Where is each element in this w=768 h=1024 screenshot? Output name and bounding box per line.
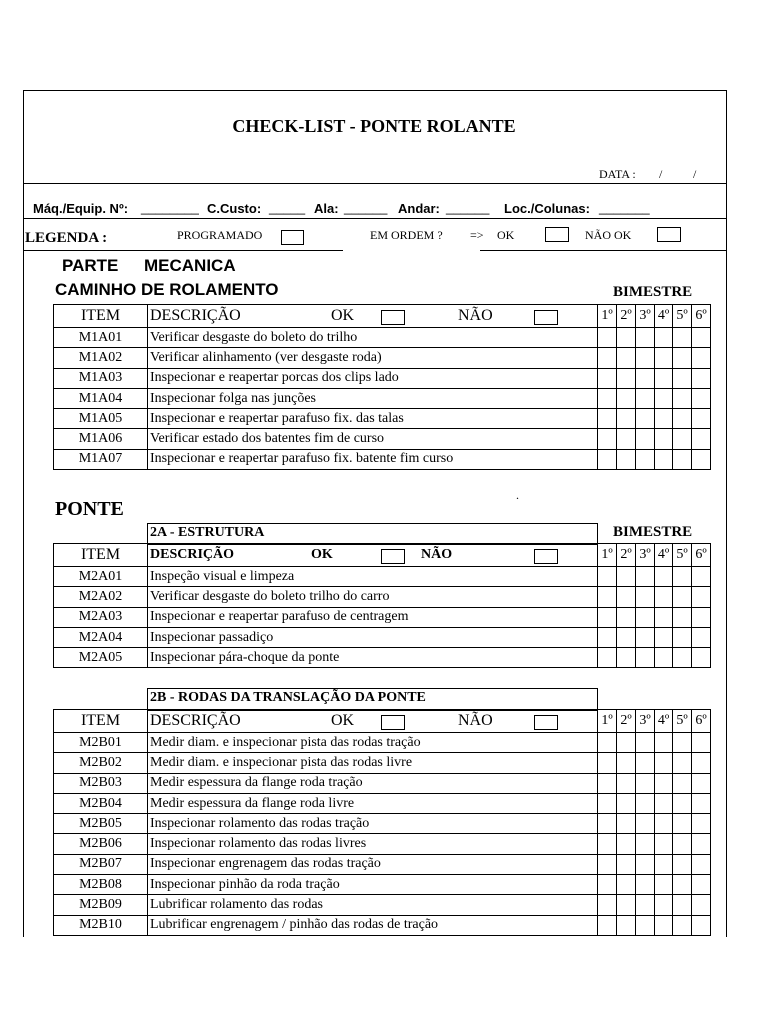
item-description: Inspecionar e reapertar parafuso fix. das talas (148, 409, 598, 429)
ok-checkbox[interactable] (381, 310, 405, 325)
bimestre-2-cell[interactable] (617, 409, 636, 429)
bimestre-5: 5º (673, 710, 692, 733)
bimestre-2-cell[interactable] (617, 328, 636, 348)
legend-em-ordem: EM ORDEM ? (370, 228, 443, 242)
table-row (54, 388, 711, 408)
bimestre-3-cell[interactable] (636, 409, 655, 429)
item-code: M2B03 (54, 773, 148, 793)
legend-arrow: => (470, 228, 484, 242)
bimestre-1-cell[interactable] (598, 895, 617, 915)
bimestre-2-cell[interactable] (617, 587, 636, 607)
table-row (54, 607, 711, 627)
bimestre-2-cell[interactable] (617, 429, 636, 449)
bimestre-4-cell[interactable] (655, 607, 673, 627)
ok-checkbox[interactable] (381, 715, 405, 730)
table-row (54, 773, 711, 793)
bimestre-4-cell[interactable] (655, 388, 673, 408)
bimestre-5-cell[interactable] (673, 429, 692, 449)
bimestre-3: 3º (636, 544, 655, 567)
bimestre-1-cell[interactable] (598, 854, 617, 874)
table-row (54, 567, 711, 587)
bimestre-5-cell[interactable] (673, 348, 692, 368)
table-row (54, 854, 711, 874)
column-header-descricao (148, 710, 598, 733)
item-description: Inspecionar pinhão da roda tração (148, 875, 598, 895)
item-code: M2A05 (54, 648, 148, 668)
bimestre-1-cell[interactable] (598, 328, 617, 348)
item-code: M2B06 (54, 834, 148, 854)
bimestre-2-cell[interactable] (617, 368, 636, 388)
bimestre-3-cell[interactable] (636, 388, 655, 408)
item-description: Lubrificar rolamento das rodas (148, 895, 598, 915)
bimestre-5-cell[interactable] (673, 388, 692, 408)
table-row (54, 895, 711, 915)
ok-label: OK (311, 547, 333, 562)
bimestre-3-cell[interactable] (636, 773, 655, 793)
bimestre-6-cell[interactable] (692, 854, 711, 874)
bimestre-1-cell[interactable] (598, 607, 617, 627)
bimestre-6-cell[interactable] (692, 449, 711, 469)
bimestre-5-cell[interactable] (673, 648, 692, 668)
bimestre-2-cell[interactable] (617, 793, 636, 813)
item-code: M2B07 (54, 854, 148, 874)
bimestre-label: BIMESTRE (613, 524, 693, 540)
nao-checkbox[interactable] (534, 715, 558, 730)
table-row (54, 328, 711, 348)
bimestre-6-cell[interactable] (692, 648, 711, 668)
bimestre-2-cell[interactable] (617, 348, 636, 368)
bimestre-1-cell[interactable] (598, 368, 617, 388)
item-code: M2A02 (54, 587, 148, 607)
ok-label: OK (331, 307, 355, 324)
bimestre-3-cell[interactable] (636, 834, 655, 854)
bimestre-5: 5º (673, 544, 692, 567)
bimestre-5-cell[interactable] (673, 328, 692, 348)
bimestre-1-cell[interactable] (598, 814, 617, 834)
bimestre-3-cell[interactable] (636, 793, 655, 813)
table-row (54, 587, 711, 607)
bimestre-4-cell[interactable] (655, 875, 673, 895)
column-header-item: ITEM (54, 305, 148, 328)
item-code: M1A01 (54, 328, 148, 348)
item-description: Inspeção visual e limpeza (148, 567, 598, 587)
bimestre-4-cell[interactable] (655, 648, 673, 668)
bimestre-4-cell[interactable] (655, 409, 673, 429)
bimestre-5-cell[interactable] (673, 773, 692, 793)
bimestre-1-cell[interactable] (598, 875, 617, 895)
descricao-label: DESCRIÇÃO (150, 307, 241, 324)
legend-ok: OK (497, 228, 515, 242)
bimestre-2: 2º (617, 305, 636, 328)
item-code: M1A04 (54, 388, 148, 408)
divider (23, 183, 726, 184)
ok-checkbox[interactable] (381, 549, 405, 564)
bimestre-6-cell[interactable] (692, 587, 711, 607)
section-2b-title: 2B - RODAS DA TRANSLAÇÃO DA PONTE (147, 688, 598, 711)
nao-label: NÃO (421, 547, 453, 562)
bimestre-3-cell[interactable] (636, 875, 655, 895)
bimestre-3-cell[interactable] (636, 368, 655, 388)
table-caminho (53, 304, 711, 470)
bimestre-6-cell[interactable] (692, 348, 711, 368)
page-title: CHECK-LIST - PONTE ROLANTE (232, 116, 516, 136)
bimestre-1: 1º (598, 544, 617, 567)
bimestre-2-cell[interactable] (617, 648, 636, 668)
bimestre-6-cell[interactable] (692, 895, 711, 915)
bimestre-6-cell[interactable] (692, 429, 711, 449)
section-title-ponte: PONTE (55, 498, 124, 520)
ok-label: OK (331, 712, 355, 729)
bimestre-5: 5º (673, 305, 692, 328)
item-description: Inspecionar e reapertar parafuso de centragem (148, 607, 598, 627)
table-estrutura (53, 543, 711, 668)
bimestre-2-cell[interactable] (617, 388, 636, 408)
bimestre-6-cell[interactable] (692, 627, 711, 647)
bimestre-6-cell[interactable] (692, 328, 711, 348)
nao-checkbox[interactable] (534, 549, 558, 564)
bimestre-2-cell[interactable] (617, 854, 636, 874)
bimestre-4-cell[interactable] (655, 834, 673, 854)
bimestre-6-cell[interactable] (692, 793, 711, 813)
equipment-field[interactable]: ________ (141, 200, 199, 215)
bimestre-5-cell[interactable] (673, 607, 692, 627)
bimestre-3: 3º (636, 710, 655, 733)
item-description: Medir espessura da flange roda livre (148, 793, 598, 813)
item-description: Inspecionar passadiço (148, 627, 598, 647)
bimestre-3-cell[interactable] (636, 627, 655, 647)
bimestre-1-cell[interactable] (598, 348, 617, 368)
bimestre-3-cell[interactable] (636, 429, 655, 449)
bimestre-4-cell[interactable] (655, 793, 673, 813)
descricao-label: DESCRIÇÃO (150, 712, 241, 729)
bimestre-1-cell[interactable] (598, 429, 617, 449)
bimestre-6-cell[interactable] (692, 368, 711, 388)
item-code: M2A03 (54, 607, 148, 627)
bimestre-6-cell[interactable] (692, 875, 711, 895)
legend-ok-box (545, 227, 569, 242)
table-row (54, 915, 711, 935)
column-header-descricao (148, 305, 598, 328)
bimestre-3: 3º (636, 305, 655, 328)
item-description: Medir diam. e inspecionar pista das rodas livre (148, 753, 598, 773)
bimestre-4-cell[interactable] (655, 814, 673, 834)
bimestre-1-cell[interactable] (598, 627, 617, 647)
bimestre-1-cell[interactable] (598, 409, 617, 429)
item-code: M1A07 (54, 449, 148, 469)
table-row (54, 409, 711, 429)
bimestre-1: 1º (598, 710, 617, 733)
table-row (54, 348, 711, 368)
bimestre-2-cell[interactable] (617, 773, 636, 793)
bimestre-4-cell[interactable] (655, 429, 673, 449)
bimestre-2-cell[interactable] (617, 733, 636, 753)
item-description: Lubrificar engrenagem / pinhão das rodas de tração (148, 915, 598, 935)
bimestre-6-cell[interactable] (692, 915, 711, 935)
item-description: Inspecionar engrenagem das rodas tração (148, 854, 598, 874)
bimestre-6-cell[interactable] (692, 834, 711, 854)
bimestre-3-cell[interactable] (636, 733, 655, 753)
bimestre-3-cell[interactable] (636, 607, 655, 627)
divider (23, 250, 343, 251)
bimestre-1-cell[interactable] (598, 587, 617, 607)
bimestre-6-cell[interactable] (692, 814, 711, 834)
table-row (54, 834, 711, 854)
bimestre-6-cell[interactable] (692, 607, 711, 627)
item-code: M2B09 (54, 895, 148, 915)
table-row (54, 814, 711, 834)
table-row (54, 449, 711, 469)
bimestre-1: 1º (598, 305, 617, 328)
cost-center-label: C.Custo: (207, 201, 262, 216)
cost-center-field[interactable]: _____ (269, 200, 306, 215)
table-row (54, 429, 711, 449)
stray-dot: . (516, 488, 519, 502)
bimestre-2-cell[interactable] (617, 753, 636, 773)
bimestre-1-cell[interactable] (598, 793, 617, 813)
table-row (54, 648, 711, 668)
bimestre-5-cell[interactable] (673, 753, 692, 773)
bimestre-4: 4º (655, 305, 673, 328)
bimestre-1-cell[interactable] (598, 648, 617, 668)
bimestre-6-cell[interactable] (692, 567, 711, 587)
table-row (54, 368, 711, 388)
bimestre-1-cell[interactable] (598, 753, 617, 773)
date-slash-1: / (659, 167, 663, 181)
bimestre-5-cell[interactable] (673, 915, 692, 935)
bimestre-2-cell[interactable] (617, 834, 636, 854)
bimestre-6: 6º (692, 710, 711, 733)
bimestre-4-cell[interactable] (655, 587, 673, 607)
bimestre-1-cell[interactable] (598, 388, 617, 408)
bimestre-5-cell[interactable] (673, 814, 692, 834)
bimestre-4-cell[interactable] (655, 915, 673, 935)
bimestre-3-cell[interactable] (636, 449, 655, 469)
bimestre-4-cell[interactable] (655, 854, 673, 874)
bimestre-4: 4º (655, 710, 673, 733)
bimestre-3-cell[interactable] (636, 348, 655, 368)
bimestre-6: 6º (692, 305, 711, 328)
bimestre-1-cell[interactable] (598, 773, 617, 793)
item-description: Medir espessura da flange roda tração (148, 773, 598, 793)
bimestre-3-cell[interactable] (636, 587, 655, 607)
bimestre-1-cell[interactable] (598, 834, 617, 854)
bimestre-3-cell[interactable] (636, 915, 655, 935)
legend-nao-ok: NÃO OK (585, 228, 632, 242)
bimestre-4-cell[interactable] (655, 328, 673, 348)
bimestre-4-cell[interactable] (655, 567, 673, 587)
item-code: M2A04 (54, 627, 148, 647)
item-description: Verificar desgaste do boleto do trilho (148, 328, 598, 348)
bimestre-6-cell[interactable] (692, 409, 711, 429)
legend-label: LEGENDA : (25, 230, 108, 246)
descricao-label: DESCRIÇÃO (150, 547, 235, 562)
bimestre-2: 2º (617, 544, 636, 567)
item-description: Verificar estado dos batentes fim de curso (148, 429, 598, 449)
andar-label: Andar: (398, 201, 440, 216)
bimestre-5-cell[interactable] (673, 733, 692, 753)
date-slash-2: / (693, 167, 697, 181)
bimestre-6-cell[interactable] (692, 388, 711, 408)
column-header-item: ITEM (54, 544, 148, 567)
location-field[interactable]: _______ (599, 200, 650, 215)
bimestre-6-cell[interactable] (692, 773, 711, 793)
item-code: M2B08 (54, 875, 148, 895)
bimestre-2-cell[interactable] (617, 915, 636, 935)
item-description: Medir diam. e inspecionar pista das rodas tração (148, 733, 598, 753)
andar-field[interactable]: ______ (446, 200, 490, 215)
item-code: M2A01 (54, 567, 148, 587)
item-description: Inspecionar rolamento das rodas tração (148, 814, 598, 834)
table-rodas-translacao (53, 709, 711, 936)
legend-programado-box (281, 230, 304, 245)
bimestre-4-cell[interactable] (655, 733, 673, 753)
table-row (54, 875, 711, 895)
bimestre-5-cell[interactable] (673, 368, 692, 388)
bimestre-4-cell[interactable] (655, 348, 673, 368)
table-row (54, 733, 711, 753)
bimestre-5-cell[interactable] (673, 834, 692, 854)
bimestre-2-cell[interactable] (617, 449, 636, 469)
bimestre-3-cell[interactable] (636, 814, 655, 834)
bimestre-3-cell[interactable] (636, 753, 655, 773)
bimestre-5-cell[interactable] (673, 409, 692, 429)
column-header-descricao (148, 544, 598, 567)
bimestre-2-cell[interactable] (617, 627, 636, 647)
bimestre-5-cell[interactable] (673, 587, 692, 607)
legend-programado: PROGRAMADO (177, 228, 263, 242)
bimestre-3-cell[interactable] (636, 328, 655, 348)
item-description: Inspecionar e reapertar parafuso fix. batente fim curso (148, 449, 598, 469)
bimestre-1-cell[interactable] (598, 733, 617, 753)
item-code: M2B01 (54, 733, 148, 753)
divider (480, 250, 726, 251)
table-row (54, 793, 711, 813)
divider (23, 218, 726, 219)
legend-nao-ok-box (657, 227, 681, 242)
item-description: Inspecionar pára-choque da ponte (148, 648, 598, 668)
bimestre-5-cell[interactable] (673, 895, 692, 915)
bimestre-4-cell[interactable] (655, 368, 673, 388)
bimestre-5-cell[interactable] (673, 875, 692, 895)
table-row (54, 753, 711, 773)
bimestre-6-cell[interactable] (692, 753, 711, 773)
bimestre-6: 6º (692, 544, 711, 567)
item-code: M2B04 (54, 793, 148, 813)
item-description: Inspecionar e reapertar porcas dos clips lado (148, 368, 598, 388)
bimestre-6-cell[interactable] (692, 733, 711, 753)
equipment-label: Máq./Equip. Nº: (33, 201, 129, 216)
bimestre-5-cell[interactable] (673, 449, 692, 469)
column-header-item: ITEM (54, 710, 148, 733)
ala-label: Ala: (314, 201, 339, 216)
bimestre-5-cell[interactable] (673, 567, 692, 587)
section-2a-title: 2A - ESTRUTURA (147, 523, 598, 545)
item-code: M1A03 (54, 368, 148, 388)
bimestre-2-cell[interactable] (617, 607, 636, 627)
item-code: M1A02 (54, 348, 148, 368)
bimestre-4-cell[interactable] (655, 753, 673, 773)
bimestre-4: 4º (655, 544, 673, 567)
bimestre-4-cell[interactable] (655, 773, 673, 793)
parte-label: PARTE (62, 256, 119, 275)
table-row (54, 627, 711, 647)
bimestre-4-cell[interactable] (655, 627, 673, 647)
nao-checkbox[interactable] (534, 310, 558, 325)
nao-label: NÃO (458, 307, 493, 324)
item-description: Verificar alinhamento (ver desgaste roda) (148, 348, 598, 368)
item-description: Inspecionar folga nas junções (148, 388, 598, 408)
bimestre-5-cell[interactable] (673, 627, 692, 647)
location-label: Loc./Colunas: (504, 201, 590, 216)
bimestre-1-cell[interactable] (598, 449, 617, 469)
bimestre-2-cell[interactable] (617, 895, 636, 915)
bimestre-1-cell[interactable] (598, 567, 617, 587)
parte-name: MECANICA (144, 256, 236, 275)
bimestre-3-cell[interactable] (636, 895, 655, 915)
bimestre-4-cell[interactable] (655, 895, 673, 915)
bimestre-label: BIMESTRE (613, 284, 693, 300)
item-code: M2B05 (54, 814, 148, 834)
date-label: DATA : (599, 167, 636, 181)
item-code: M2B10 (54, 915, 148, 935)
bimestre-3-cell[interactable] (636, 854, 655, 874)
bimestre-3-cell[interactable] (636, 648, 655, 668)
item-code: M1A05 (54, 409, 148, 429)
bimestre-2-cell[interactable] (617, 814, 636, 834)
ala-field[interactable]: ______ (344, 200, 388, 215)
bimestre-5-cell[interactable] (673, 854, 692, 874)
bimestre-2-cell[interactable] (617, 567, 636, 587)
bimestre-5-cell[interactable] (673, 793, 692, 813)
item-description: Inspecionar rolamento das rodas livres (148, 834, 598, 854)
section-title-caminho: CAMINHO DE ROLAMENTO (55, 280, 279, 299)
item-code: M2B02 (54, 753, 148, 773)
bimestre-1-cell[interactable] (598, 915, 617, 935)
nao-label: NÃO (458, 712, 493, 729)
bimestre-4-cell[interactable] (655, 449, 673, 469)
bimestre-2-cell[interactable] (617, 875, 636, 895)
item-description: Verificar desgaste do boleto trilho do carro (148, 587, 598, 607)
bimestre-2: 2º (617, 710, 636, 733)
bimestre-3-cell[interactable] (636, 567, 655, 587)
item-code: M1A06 (54, 429, 148, 449)
